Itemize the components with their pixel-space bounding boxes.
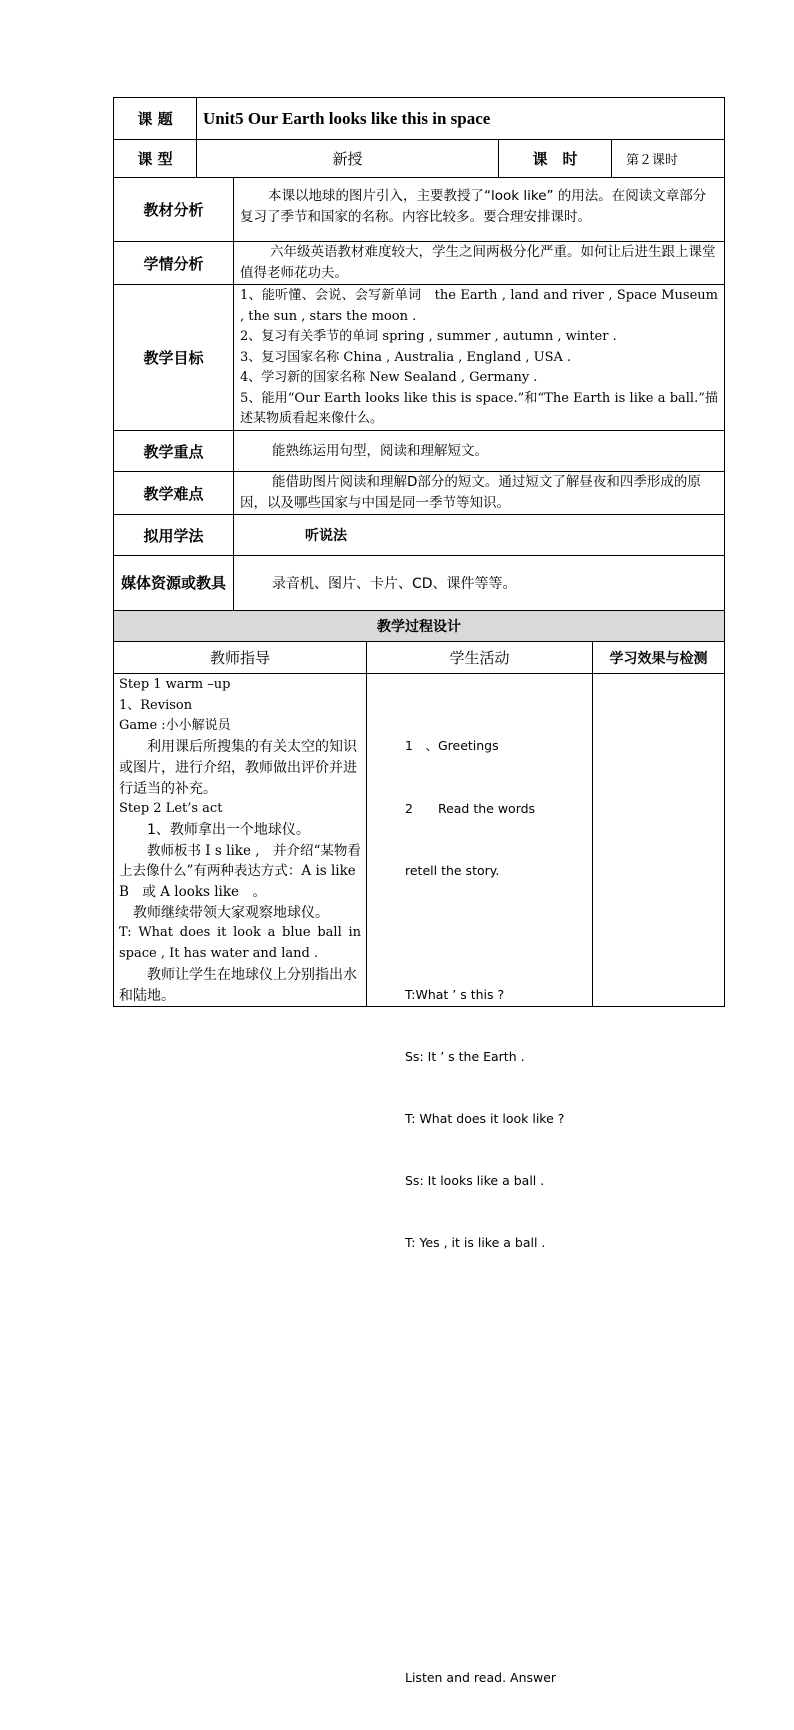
- type-value: 新授: [332, 150, 363, 168]
- difficulty-label: 教学难点: [143, 484, 204, 503]
- teacher-line: Step 1 warm –up: [119, 677, 231, 692]
- student-activity-content: [405, 695, 590, 1730]
- student-line: T: What does it look like ?: [405, 1110, 565, 1126]
- teacher-line: 利用课后所搜集的有关太空的知识或图片，进行介绍，教师做出评价并进行适当的补充。: [119, 739, 357, 797]
- difficulty-text: 能借助图片阅读和理解D部分的短文。通过短文了解昼夜和四季形成的原因，以及哪些国家与中国是同一季节等知识。: [240, 474, 701, 511]
- media-resources-label: 媒体资源或教具: [120, 574, 226, 592]
- student-line: 2 Read the words: [405, 800, 536, 816]
- student-line: [405, 1482, 590, 1503]
- process-title: 教学过程设计: [114, 611, 724, 641]
- period-label: 课 时: [532, 150, 578, 168]
- teacher-guidance-content: [119, 675, 361, 1006]
- teacher-line: Game :小小解说员: [119, 718, 231, 734]
- teacher-line: 教师板书 I s like , 并介绍“某物看上去像什么”有两种表达方式：A is like B 或 A looks like 。: [119, 842, 361, 901]
- goal-item: 5、能用“Our Earth looks like this is space.”和“The Earth is like a ball.”描述某物质看起来像什么。: [240, 390, 718, 426]
- student-line: [405, 1357, 590, 1378]
- teacher-line: 1、Revison: [119, 697, 193, 713]
- textbook-analysis-text: 本课以地球的图片引入，主要教授了“look like” 的用法。在阅读文章部分复习了季节和国家的名称。内容比较多。要合理安排课时。: [240, 188, 707, 225]
- student-line: T: Yes , it is like a ball .: [405, 1235, 546, 1251]
- goal-item: 3、复习国家名称 China , Australia , England , USA .: [240, 349, 572, 365]
- topic-label: 课 题: [137, 110, 173, 128]
- study-method-text: 听说法: [305, 528, 347, 544]
- teaching-goals-list: [240, 286, 718, 430]
- col-header-teacher: 教师指导: [209, 649, 270, 667]
- goal-item: 2、复习有关季节的单词 spring , summer , autumn , winter .: [240, 329, 617, 344]
- teacher-line: 教师继续带领大家观察地球仪。: [133, 904, 329, 921]
- student-line: [405, 1606, 590, 1627]
- student-line: [405, 923, 590, 944]
- study-method-label: 拟用学法: [143, 526, 204, 545]
- teacher-line: T: What does it look a blue ball in space , It has water and land .: [119, 925, 361, 962]
- teacher-line: Step 2 Let’s act: [119, 801, 223, 817]
- col-header-effect: 学习效果与检测: [609, 650, 708, 667]
- student-line: [405, 1295, 590, 1316]
- textbook-analysis-label: 教材分析: [143, 201, 204, 219]
- student-line: Listen and read. Answer: [405, 1669, 557, 1685]
- student-line: [405, 1544, 590, 1565]
- period-value: 第２课时: [626, 153, 679, 168]
- student-line: T:What ’ s this ?: [405, 986, 505, 1002]
- student-line: [405, 1419, 590, 1440]
- teacher-line: 教师让学生在地球仪上分别指出水和陆地。: [119, 966, 357, 1004]
- teaching-goals-label: 教学目标: [143, 349, 204, 367]
- teacher-line: 1、教师拿出一个地球仪。: [147, 821, 310, 838]
- goal-item: 4、学习新的国家名称 New Sealand , Germany .: [240, 370, 538, 385]
- learner-analysis-text: 六年级英语教材难度较大，学生之间两极分化严重。如何让后进生跟上课堂值得老师花功夫。: [240, 244, 716, 281]
- learning-effect-content: [593, 674, 724, 1006]
- key-points-text: 能熟练运用句型，阅读和理解短文。: [272, 442, 488, 459]
- goal-item: 1、能听懂、会说、会写新单词 the Earth , land and river , Space Museum , the sun , stars the moon .: [240, 288, 718, 324]
- student-line: Ss: It ’ s the Earth .: [405, 1048, 525, 1064]
- learner-analysis-label: 学情分析: [143, 254, 204, 273]
- type-label: 课 型: [137, 150, 173, 168]
- topic-value: Unit5 Our Earth looks like this in space: [203, 108, 491, 128]
- media-resources-text: 录音机、图片、卡片、CD、课件等等。: [272, 576, 517, 592]
- col-header-student: 学生活动: [449, 649, 510, 667]
- student-line: retell the story.: [405, 862, 500, 878]
- student-line: 1 、Greetings: [405, 738, 499, 754]
- key-points-label: 教学重点: [143, 442, 204, 461]
- student-line: Ss: It looks like a ball .: [405, 1173, 545, 1189]
